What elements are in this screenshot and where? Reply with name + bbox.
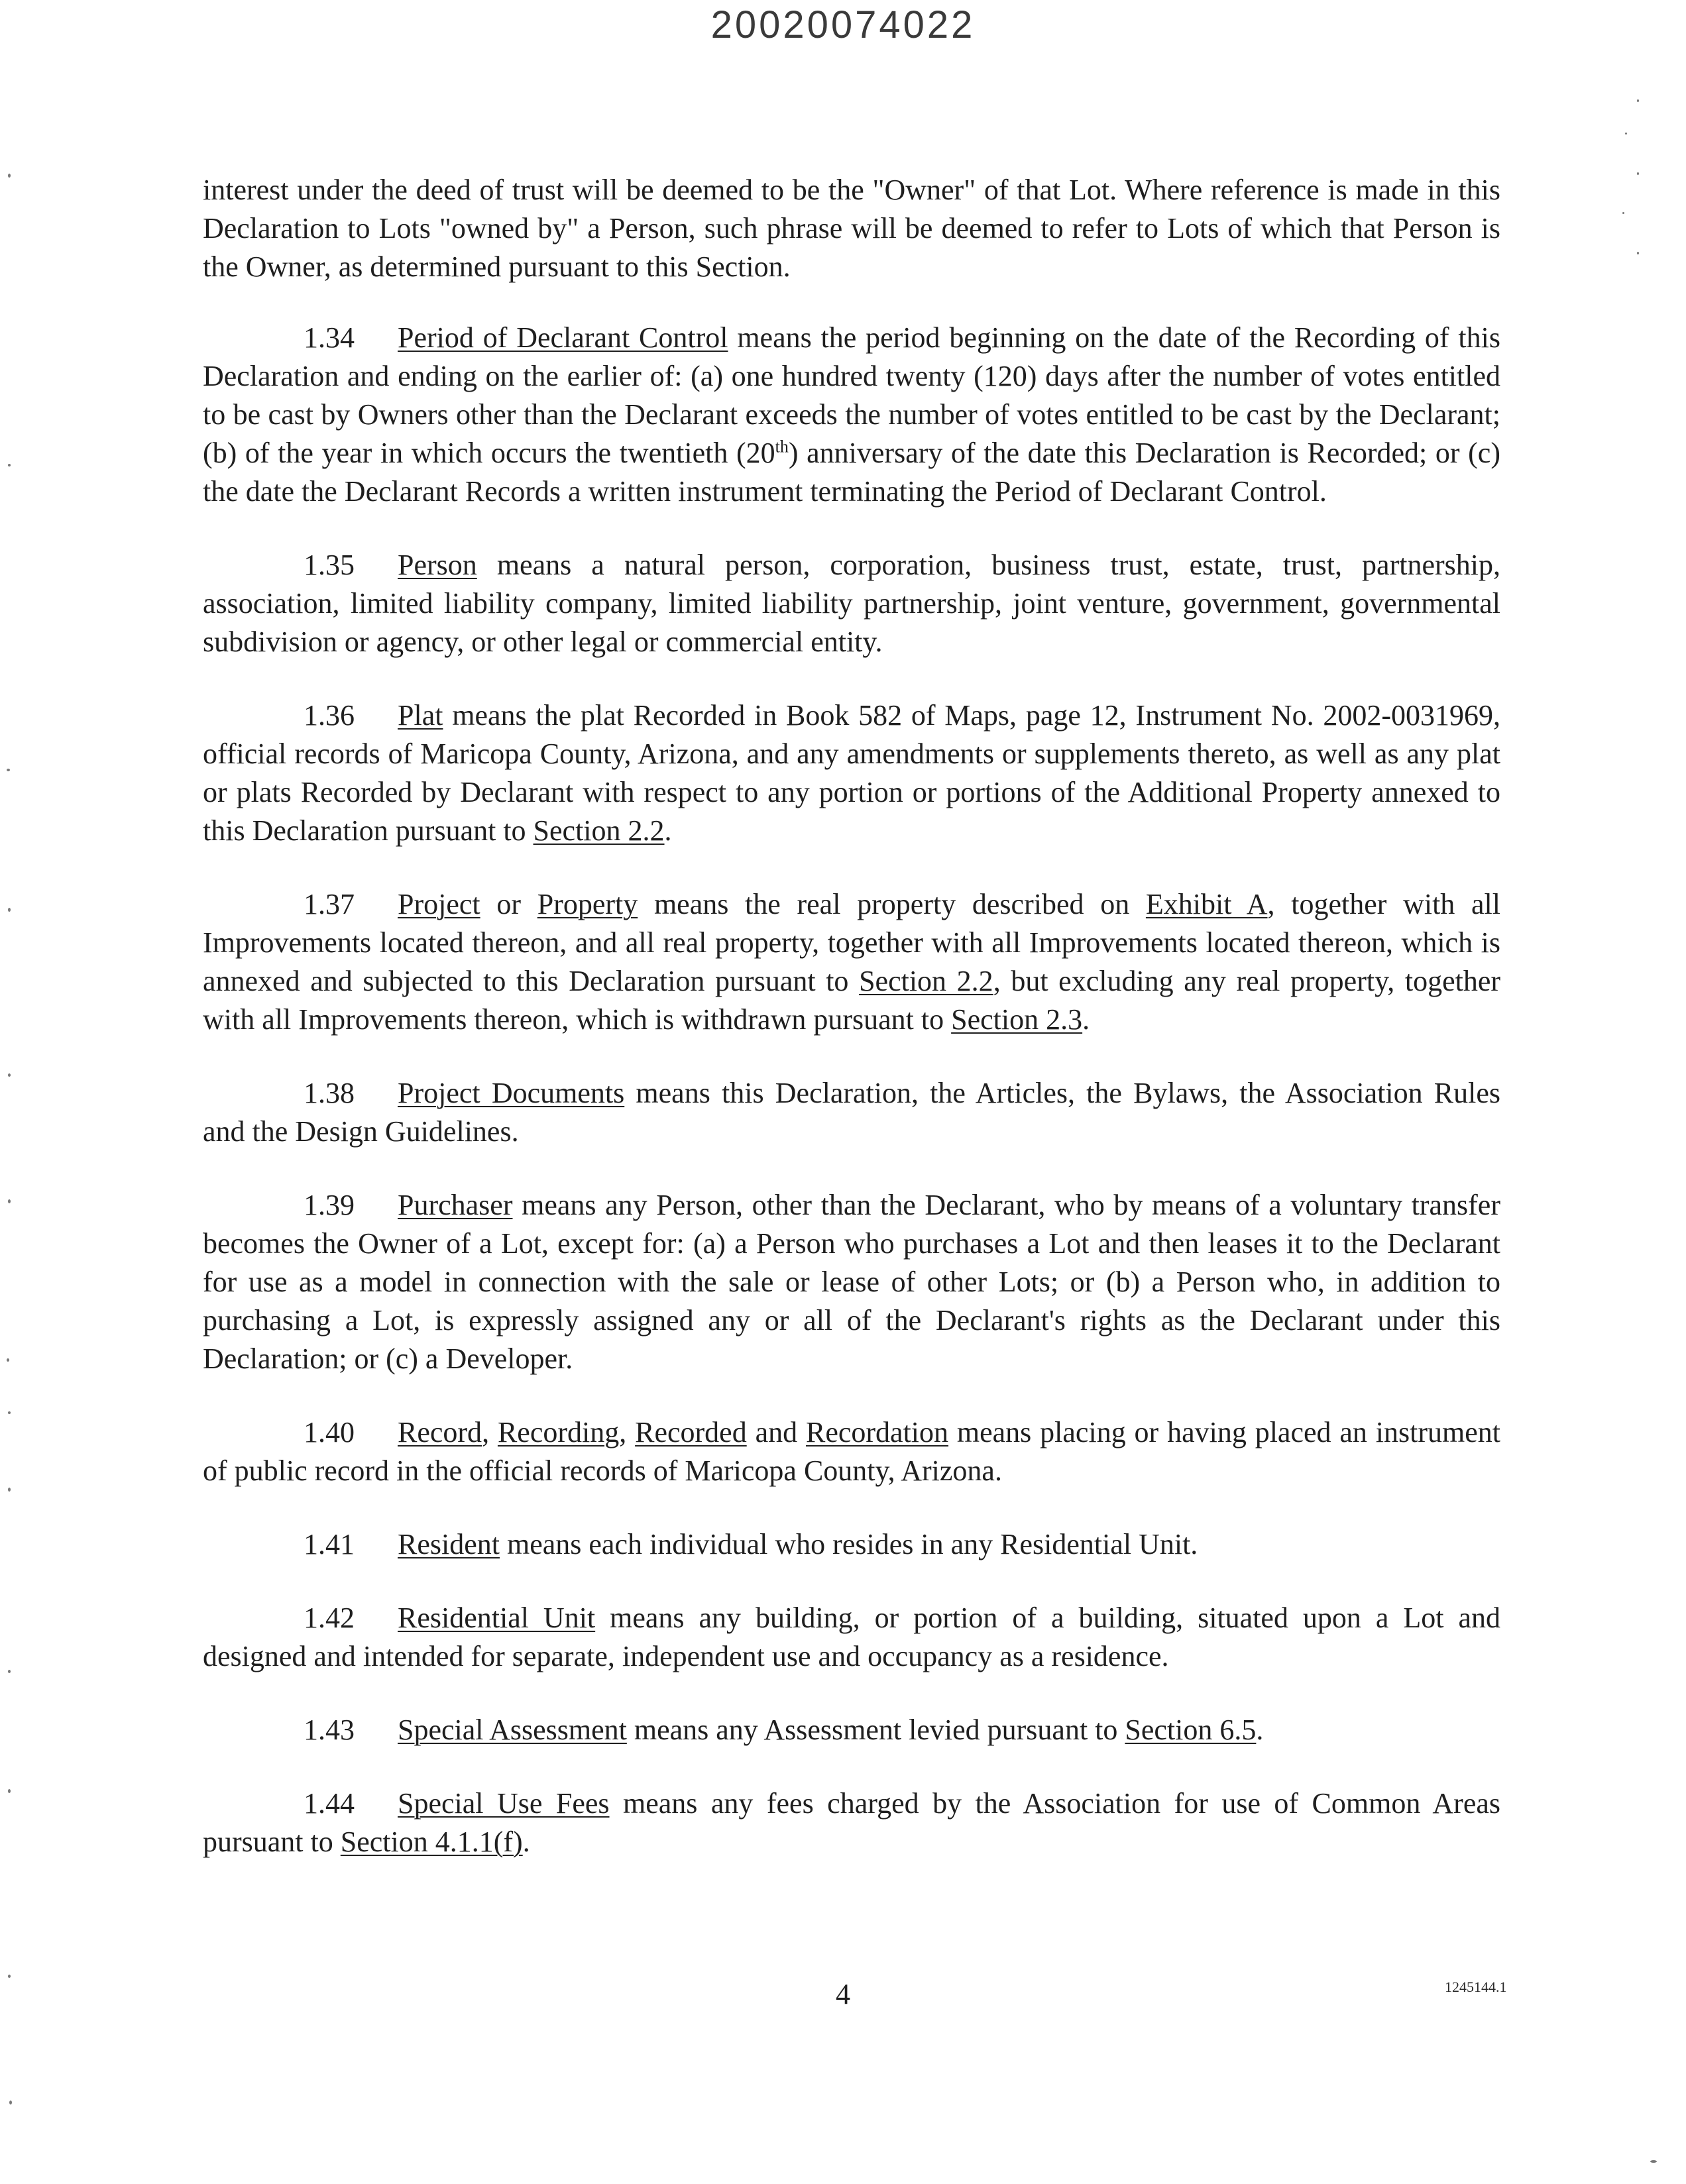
scan-speck (9, 2101, 12, 2104)
defined-term: Project (398, 888, 480, 920)
defined-term: Special Assessment (398, 1714, 627, 1746)
definition-text: means a natural person, corporation, business trust, estate, trust, partnership, association, limited liability company, limited liability partnership, joint venture, government, governmental subdivision or agency, or other legal or commercial entity. (203, 549, 1500, 658)
definition-text: means the period beginning on the date of the Recording of this Declaration and ending on the earlier of: (a) one hundred twenty (120) days after the number of votes entitled to be cast by Owners other than the Declarant exceeds the number of votes entitled to be cast by the Declarant; (b) of the year in which occurs the twentieth (20 (203, 321, 1500, 469)
section-number: 1.34 (304, 321, 355, 354)
defined-term: Residential Unit (398, 1602, 596, 1634)
definition-text: means any building, or portion of a building, situated upon a Lot and designed and intended for separate, independent use and occupancy as a residence. (203, 1602, 1500, 1672)
scan-speck (8, 1789, 11, 1793)
definition-1-38 (203, 1074, 1500, 1151)
scan-speck (8, 1488, 11, 1492)
section-number: 1.36 (304, 699, 355, 732)
definition-text: means each individual who resides in any Residential Unit. (499, 1528, 1198, 1560)
scan-speck (7, 769, 10, 771)
section-number: 1.39 (304, 1189, 355, 1221)
scan-speck (8, 1670, 11, 1673)
paragraph-continuation (203, 171, 1500, 286)
section-number: 1.41 (304, 1528, 355, 1560)
document-id: 1245144.1 (1445, 1979, 1507, 1995)
scan-speck (8, 908, 11, 912)
definition-text: means this Declaration, the Articles, the Bylaws, the Association Rules and the Design Guidelines. (203, 1077, 1500, 1148)
conjunction: or (480, 888, 537, 920)
definition-1-39 (203, 1186, 1500, 1378)
scan-speck (1625, 133, 1627, 135)
definition-text: , together with all Improvements located thereon, and all real property, together with all Improvements located thereon, which is annexed and subjected to this Declaration pursuant to (203, 888, 1500, 997)
separator: , (619, 1416, 636, 1448)
defined-term: Resident (398, 1528, 500, 1560)
section-reference: Section 6.5 (1125, 1714, 1257, 1746)
scan-speck (1637, 99, 1639, 102)
separator: , (482, 1416, 498, 1448)
definition-text: means placing or having placed an instrument of public record in the official records of Maricopa County, Arizona. (203, 1416, 1501, 1487)
section-number: 1.42 (304, 1602, 355, 1634)
separator: and (746, 1416, 806, 1448)
scan-speck (8, 1975, 11, 1978)
defined-term: Plat (398, 699, 443, 732)
defined-term: Special Use Fees (398, 1787, 610, 1820)
defined-term: Project Documents (398, 1077, 625, 1109)
definition-1-34 (203, 319, 1500, 511)
scan-speck (8, 174, 11, 178)
definition-text: means any Person, other than the Declarant, who by means of a voluntary transfer becomes the Owner of a Lot, except for: (a) a Person who purchases a Lot and then leases it to the Declarant for use as a model in connection with the sale or lease of other Lots; or (b) a Person who, in addition to purchasing a Lot, is expressly assigned any or all of the Declarant's rights as the Declarant under this Declaration; or (c) a Developer. (203, 1189, 1500, 1375)
scan-speck (1650, 2160, 1657, 2163)
section-reference: Section 2.2 (533, 814, 665, 847)
paragraph-text: interest under the deed of trust will be deemed to be the "Owner" of that Lot. Where reference is made in this Declaration to Lots "owned by" a Person, such phrase will be deemed to refer to Lots of which that Person is the Owner, as determined pursuant to this Section. (203, 174, 1500, 283)
scan-speck (8, 1199, 11, 1203)
section-number: 1.44 (304, 1787, 355, 1820)
section-number: 1.35 (304, 549, 355, 581)
definition-1-35 (203, 546, 1500, 661)
definition-text: means any Assessment levied pursuant to (626, 1714, 1125, 1746)
punctuation: . (522, 1826, 530, 1858)
definition-1-37 (203, 885, 1500, 1039)
definition-1-41 (203, 1525, 1500, 1564)
document-body (203, 171, 1500, 1896)
scan-speck (7, 1358, 9, 1362)
definition-1-40 (203, 1413, 1500, 1490)
defined-term: Property (537, 888, 638, 920)
defined-term: Purchaser (398, 1189, 513, 1221)
section-reference: Section 4.1.1(f) (340, 1826, 523, 1858)
section-reference: Section 2.2 (859, 965, 993, 997)
recording-number: 20020074022 (710, 3, 976, 46)
section-reference: Section 2.3 (951, 1003, 1083, 1036)
defined-term: Period of Declarant Control (398, 321, 728, 354)
punctuation: . (1256, 1714, 1264, 1746)
scan-speck (1622, 212, 1624, 214)
defined-term: Recording (497, 1416, 620, 1448)
definition-1-43 (203, 1711, 1500, 1749)
scan-speck (8, 1411, 11, 1414)
defined-term: Recordation (805, 1416, 949, 1448)
definition-1-44 (203, 1784, 1500, 1861)
page-number: 4 (836, 1978, 850, 2010)
section-number: 1.40 (304, 1416, 355, 1448)
definition-text: ) anniversary of the date this Declaration is Recorded; or (c) the date the Declarant Records a written instrument terminating the Period of Declarant Control. (203, 437, 1500, 508)
definition-text: means the plat Recorded in Book 582 of Maps, page 12, Instrument No. 2002-0031969, official records of Maricopa County, Arizona, and any amendments or supplements thereto, as well as any plat or plats Recorded by Declarant with respect to any portion or portions of the Additional Property annexed to this Declaration pursuant to (203, 699, 1500, 847)
exhibit-reference: Exhibit A (1145, 888, 1268, 920)
defined-term: Record (398, 1416, 482, 1448)
scan-speck (8, 464, 11, 466)
definition-1-42 (203, 1599, 1500, 1676)
definition-text: means any fees charged by the Association for use of Common Areas pursuant to (203, 1787, 1500, 1858)
defined-term: Person (398, 549, 477, 581)
definition-text: , but excluding any real property, together with all Improvements thereon, which is withdrawn pursuant to (203, 965, 1501, 1036)
section-number: 1.38 (304, 1077, 355, 1109)
punctuation: . (664, 814, 672, 847)
definition-1-36 (203, 696, 1500, 850)
defined-term: Recorded (635, 1416, 747, 1448)
scan-speck (8, 1073, 11, 1077)
punctuation: . (1082, 1003, 1090, 1036)
scan-speck (1637, 252, 1639, 254)
section-number: 1.37 (304, 888, 355, 920)
superscript: th (775, 437, 789, 457)
scan-speck (1637, 172, 1639, 175)
section-number: 1.43 (304, 1714, 355, 1746)
definition-text: means the real property described on (638, 888, 1146, 920)
